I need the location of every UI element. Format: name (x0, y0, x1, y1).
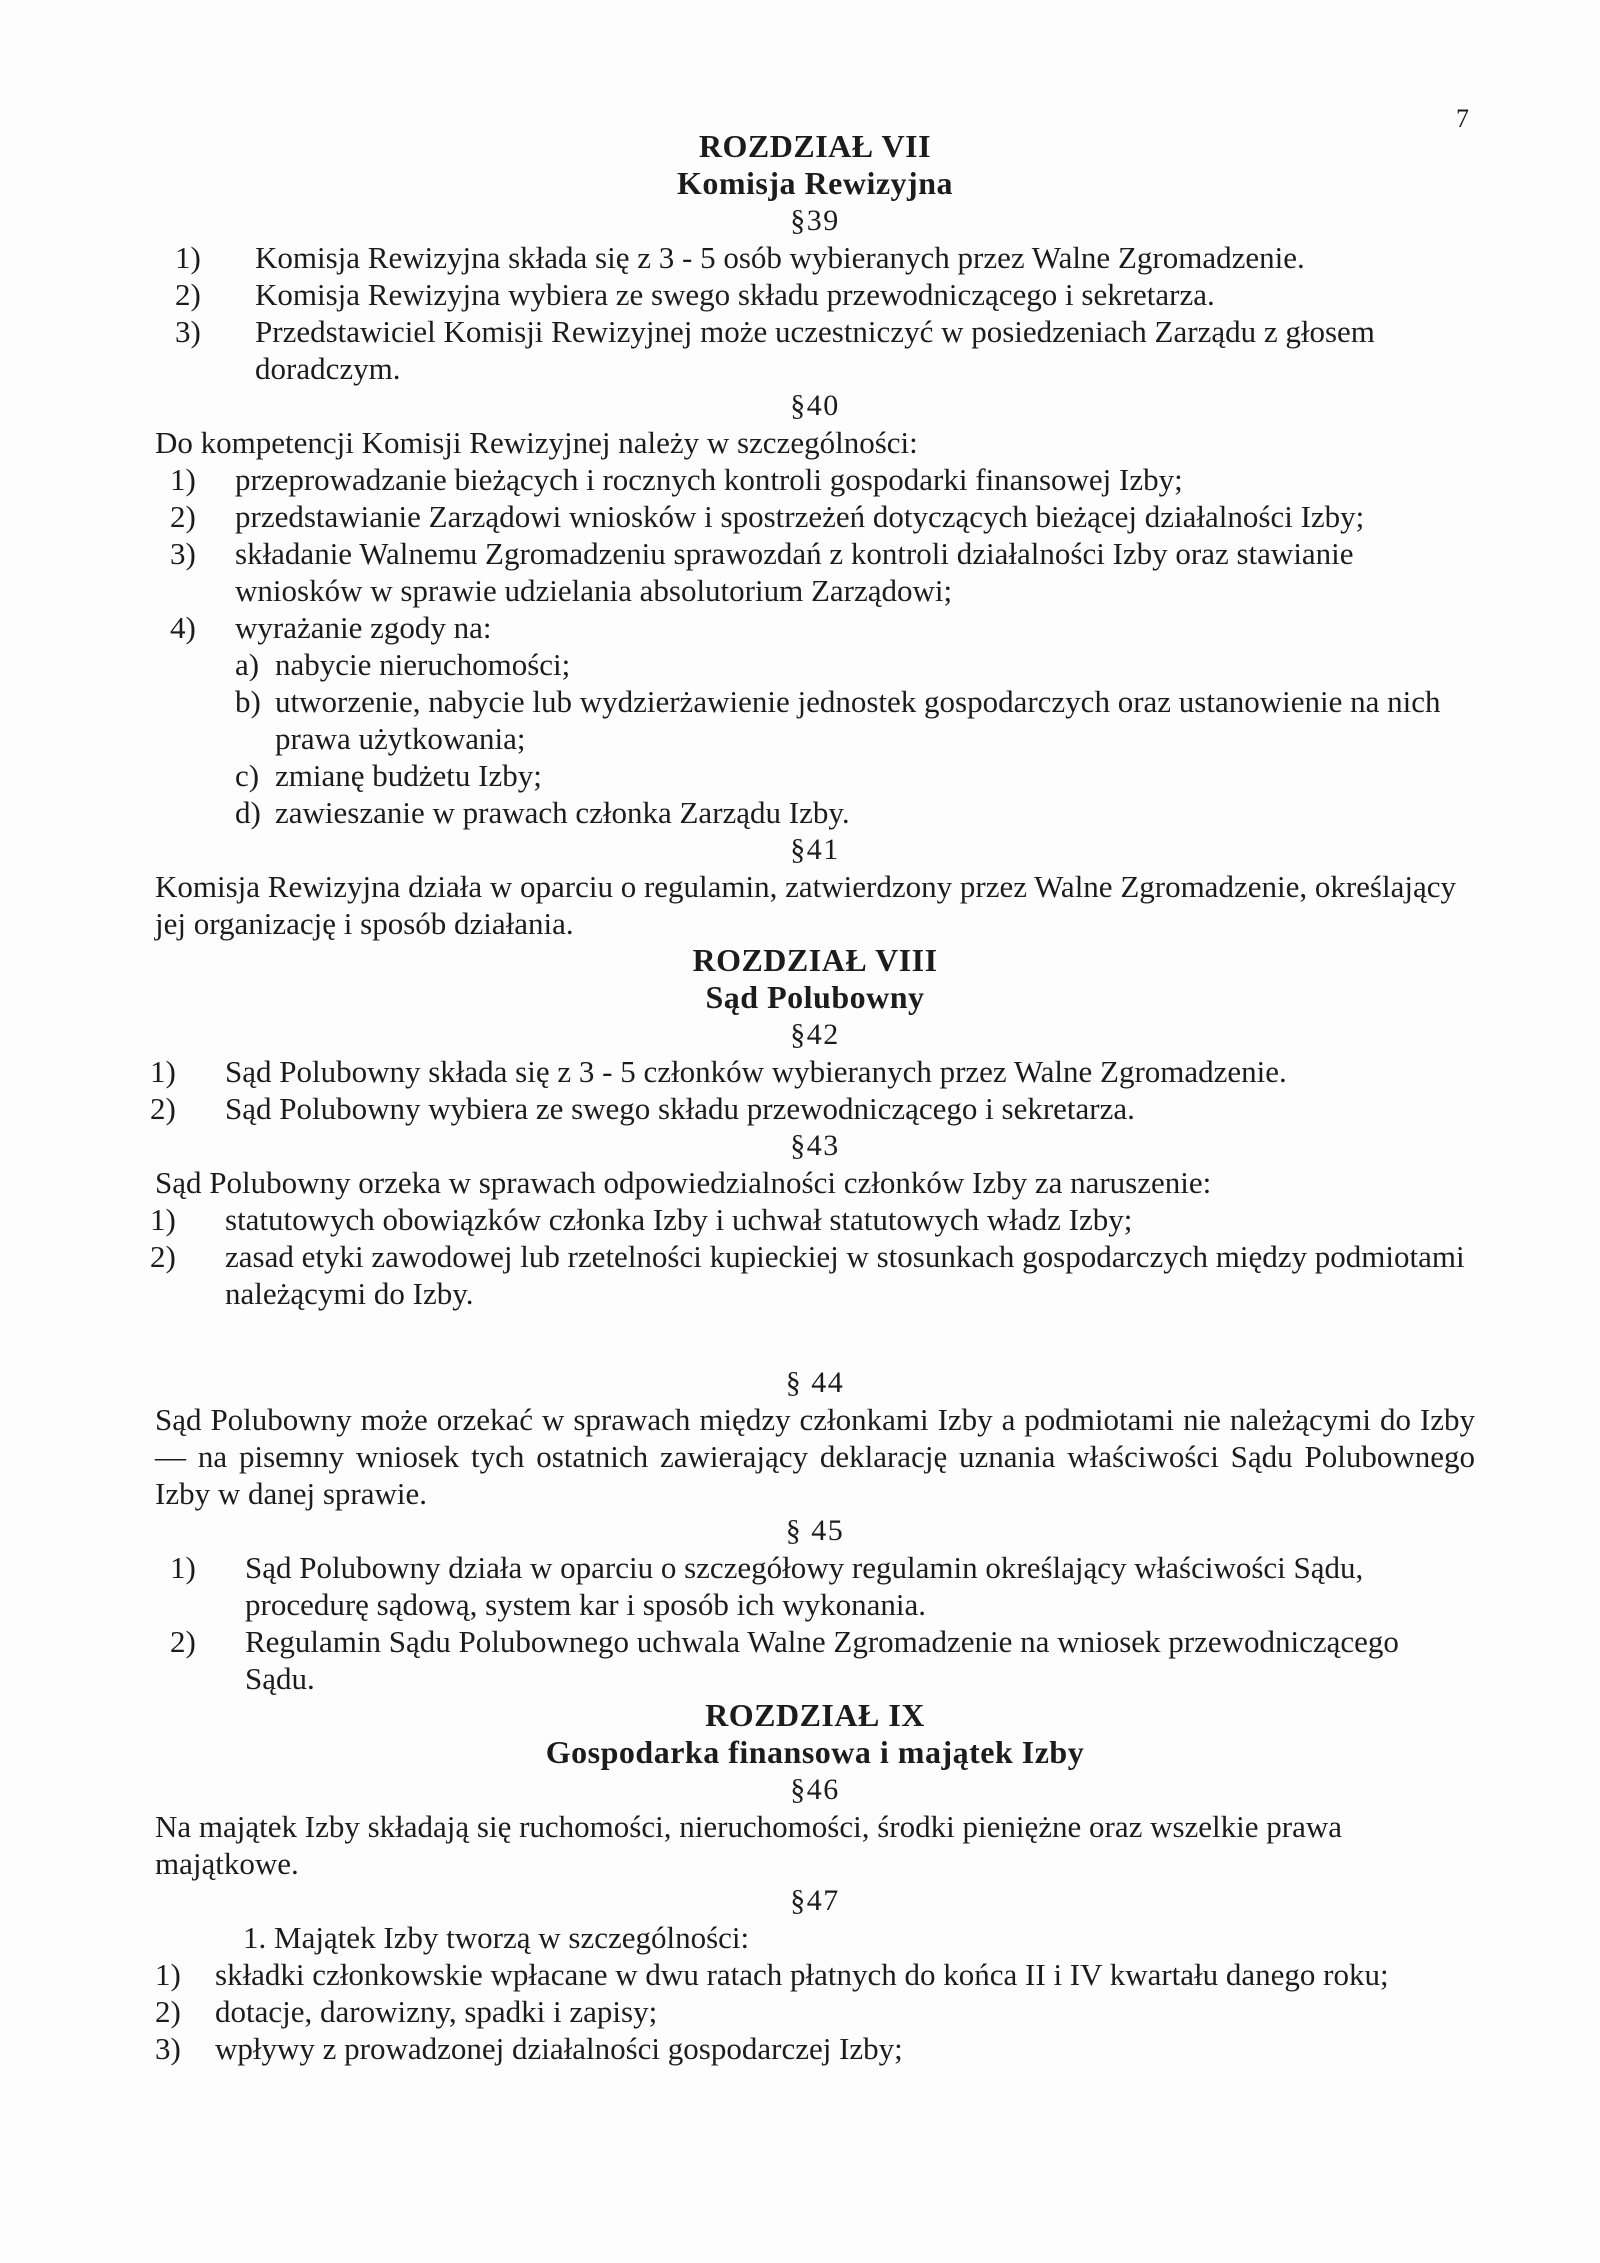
list-item: 3) wpływy z prowadzonej działalności gospodarczej Izby; (155, 2031, 903, 2066)
list-item: 1) Sąd Polubowny działa w oparciu o szczegółowy regulamin określający właściwości Sądu, procedurę sądową, system kar i sposób ich wykonania. (170, 1550, 1364, 1622)
section-43-intro: Sąd Polubowny orzeka w sprawach odpowiedzialności członków Izby za naruszenie: (155, 1165, 1212, 1200)
list-item: 1) Sąd Polubowny składa się z 3 - 5 członków wybieranych przez Walne Zgromadzenie. (150, 1054, 1287, 1089)
section-40-sign: §40 (790, 389, 840, 422)
list-item: 2) Regulamin Sądu Polubownego uchwala Walne Zgromadzenie na wniosek przewodniczącego Sądu. (170, 1624, 1399, 1696)
list-item: 2) zasad etyki zawodowej lub rzetelności kupieckiej w stosunkach gospodarczych między podmiotami należącymi do Izby. (150, 1239, 1465, 1311)
list-item: 2) dotacje, darowizny, spadki i zapisy; (155, 1994, 658, 2029)
section-46-sign: §46 (790, 1773, 840, 1806)
chapter-9-title: Gospodarka finansowa i majątek Izby (545, 1734, 1085, 1770)
sub-item: b) utworzenie, nabycie lub wydzierżawienie jednostek gospodarczych oraz ustanowienie na nich prawa użytkowania; (235, 684, 1441, 756)
section-44-text: Sąd Polubowny może orzekać w sprawach między członkami Izby a podmiotami nie należącymi do Izby — na pisemny wniosek tych ostatnich zawierający deklarację uznania właściwości Sądu Polubownego Izby w danej sprawie. (155, 1402, 1475, 1511)
chapter-7-heading: ROZDZIAŁ VII (698, 128, 932, 164)
statute-text (150, 128, 1475, 2067)
section-39-sign: §39 (790, 204, 840, 237)
sub-item: d) zawieszanie w prawach członka Zarządu Izby. (235, 795, 850, 830)
list-item: 3) składanie Walnemu Zgromadzeniu sprawozdań z kontroli działalności Izby oraz stawianie wniosków w sprawie udzielania absolutorium Zarządowi; (170, 536, 1354, 608)
section-42-sign: §42 (790, 1018, 840, 1051)
sub-item: c) zmianę budżetu Izby; (235, 758, 542, 793)
section-47-sign: §47 (790, 1884, 840, 1917)
section-47-point: 1. Majątek Izby tworzą w szczególności: (243, 1920, 750, 1955)
list-item: 3) Przedstawiciel Komisji Rewizyjnej może uczestniczyć w posiedzeniach Zarządu z głosem doradczym. (175, 314, 1375, 386)
list-item: 2) przedstawianie Zarządowi wniosków i spostrzeżeń dotyczących bieżącej działalności Izby; (170, 499, 1365, 534)
section-43-sign: §43 (790, 1129, 840, 1162)
list-item: 1) przeprowadzanie bieżących i rocznych kontroli gospodarki finansowej Izby; (170, 462, 1183, 497)
page-number: 7 (1456, 104, 1469, 133)
list-item: 4) wyrażanie zgody na: (170, 610, 492, 645)
list-item: 1) statutowych obowiązków członka Izby i uchwał statutowych władz Izby; (150, 1202, 1133, 1237)
chapter-8-heading: ROZDZIAŁ VIII (692, 942, 938, 978)
list-item: 1) składki członkowskie wpłacane w dwu ratach płatnych do końca II i IV kwartału danego roku; (155, 1957, 1389, 1992)
list-item: 1) Komisja Rewizyjna składa się z 3 - 5 osób wybieranych przez Walne Zgromadzenie. (175, 240, 1305, 275)
section-40-intro: Do kompetencji Komisji Rewizyjnej należy w szczególności: (155, 425, 918, 460)
list-item: 2) Komisja Rewizyjna wybiera ze swego składu przewodniczącego i sekretarza. (175, 277, 1215, 312)
chapter-8-title: Sąd Polubowny (705, 979, 925, 1015)
section-44-sign: § 44 (785, 1366, 845, 1399)
chapter-7-title: Komisja Rewizyjna (676, 165, 953, 201)
section-45-sign: § 45 (785, 1514, 845, 1547)
section-41-sign: §41 (790, 833, 840, 866)
section-41-text: Komisja Rewizyjna działa w oparciu o regulamin, zatwierdzony przez Walne Zgromadzenie, określający jej organizację i sposób działania. (155, 869, 1456, 941)
section-46-text: Na majątek Izby składają się ruchomości, nieruchomości, środki pieniężne oraz wszelkie prawa majątkowe. (155, 1809, 1343, 1881)
list-item: 2) Sąd Polubowny wybiera ze swego składu przewodniczącego i sekretarza. (150, 1091, 1135, 1126)
sub-item: a) nabycie nieruchomości; (235, 647, 571, 682)
chapter-9-heading: ROZDZIAŁ IX (705, 1697, 925, 1733)
